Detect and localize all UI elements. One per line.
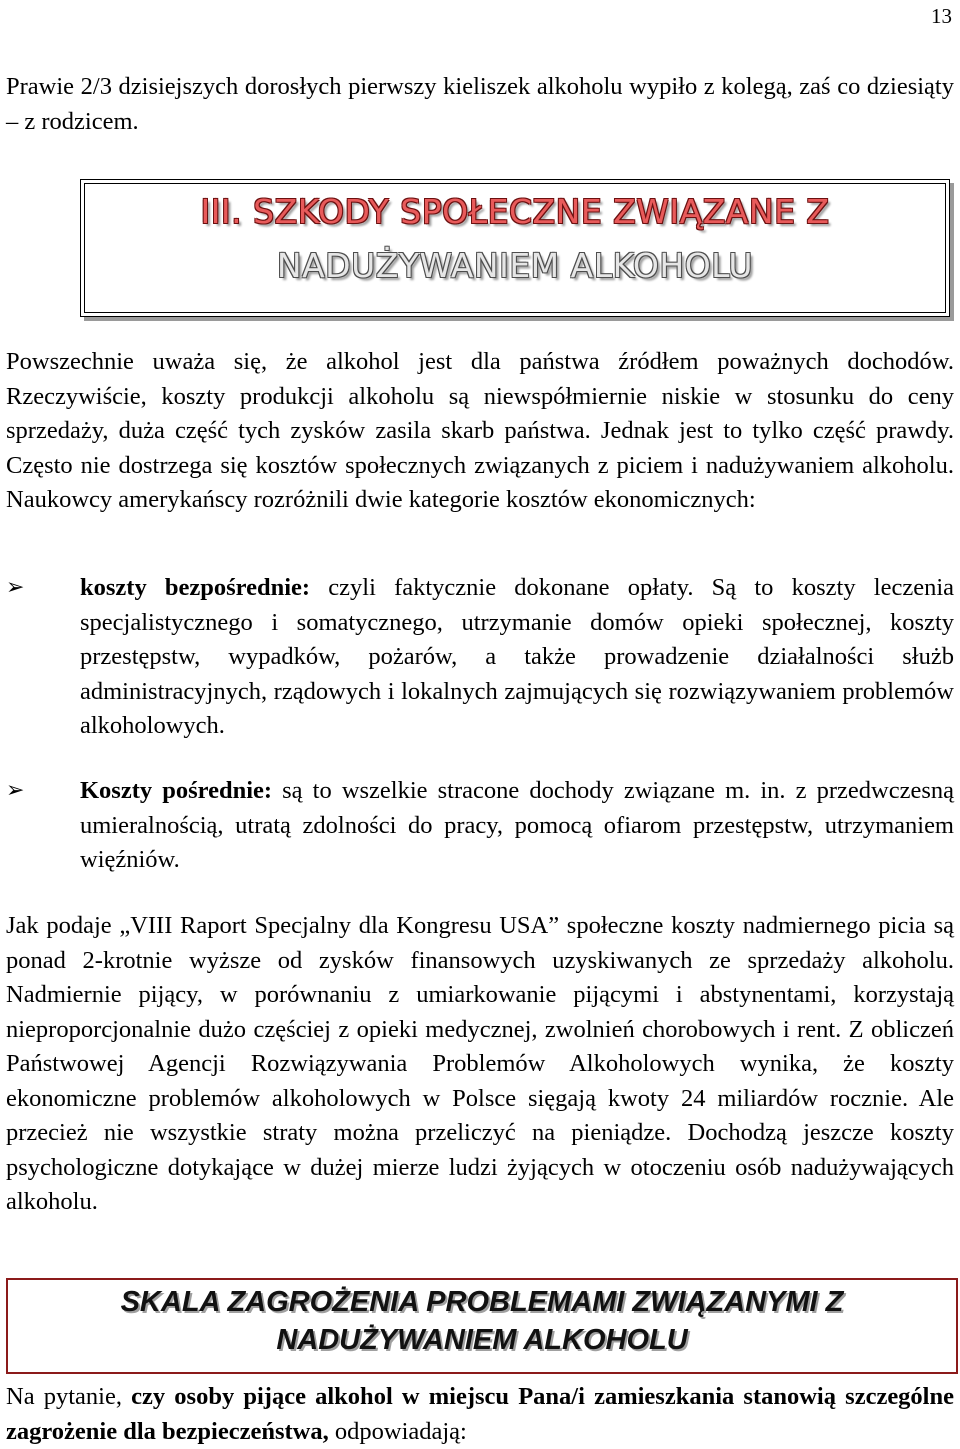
skala-heading-line2: NADUŻYWANIEM ALKOHOLU [276, 1324, 688, 1356]
bullet-direct-costs-body: czyli faktycznie dokonane opłaty. Są to koszty leczenia specjalistycznego i somatycznego, utrzymanie domów opieki społecznej, koszty przestępstw, wypadków, pożarów, a także prowadzenie działalności służb administracyjnych, rządowych i lokalnych zajmujących się rozwiązywaniem problemów alkoholowych. [80, 574, 955, 739]
bullet-direct-costs-text [80, 571, 954, 744]
section3-heading-line2: NADUŻYWANIEM ALKOHOLU [276, 246, 754, 285]
paragraph-costs-intro: Powszechnie uważa się, że alkohol jest dla państwa źródłem poważnych dochodów. Rzeczywiście, koszty produkcji alkoholu są niewspółmiernie niskie w stosunku do ceny sprzedaży, duża część tych zysków zasila skarb państwa. Jednak jest to tylko część prawdy. Często nie dostrzega się kosztów społecznych związanych z piciem i nadużywaniem alkoholu. Naukowcy amerykańscy rozróżnili dwie kategorie kosztów ekonomicznych: [6, 348, 954, 513]
intro-paragraph: Prawie 2/3 dzisiejszych dorosłych pierwszy kieliszek alkoholu wypiło z kolegą, zaś co dziesiąty – z rodzicem. [6, 73, 954, 135]
section3-heading-box [80, 179, 950, 317]
paragraph-report: Jak podaje „VIII Raport Specjalny dla Kongresu USA” społeczne koszty nadmiernego picia są ponad 2-krotnie wyższe od zysków finansowych uzyskiwanych ze sprzedaży alkoholu. Nadmiernie pijący, w porównaniu z umiarkowanie pijącymi i abstynentami, korzystają nieproporcjonalnie dużo częściej z opieki medycznej, zwolnień chorobowych i rent. Z obliczeń Państwowej Agencji Rozwiązywania Problemów Alkoholowych wynika, że koszty ekonomiczne problemów alkoholowych w Polsce sięgają kwoty 24 miliardów rocznie. Ale przecież nie wszystkie straty można przeliczyć na pieniądze. Dochodzą jeszcze koszty psychologiczne dotykające w dużej mierze ludzi żyjących w otoczeniu osób nadużywających alkoholu. [6, 912, 954, 1215]
question-prefix: Na pytanie, [6, 1383, 132, 1410]
skala-heading-box [6, 1278, 958, 1374]
section3-heading-line1: III. SZKODY SPOŁECZNE ZWIĄZANE Z [200, 192, 830, 231]
bullet-direct-costs-term: koszty bezpośrednie: [80, 574, 311, 601]
question-suffix: odpowiadają: [328, 1417, 467, 1445]
arrow-bullet-icon: ➢ [6, 778, 25, 803]
bullet-indirect-costs-body: są to wszelkie stracone dochody związane m. in. z przedwczesną umieralnością, utratą zdolności do pracy, pomocą ofiarom przestępstw, utrzymaniem więźniów. [80, 777, 955, 873]
bullet-indirect-costs-term: Koszty pośrednie: [80, 777, 273, 804]
page-number: 13 [931, 4, 952, 28]
paragraph-question [6, 1380, 954, 1449]
skala-heading-line1: SKALA ZAGROŻENIA PROBLEMAMI ZWIĄZANYMI Z [120, 1286, 844, 1318]
bullet-indirect-costs-text [80, 774, 954, 878]
arrow-bullet-icon: ➢ [6, 575, 25, 600]
question-bold: czy osoby pijące alkohol w miejscu Pana/i zamieszkania stanowią szczególne zagrożenie dla bezpieczeństwa, [6, 1383, 954, 1445]
